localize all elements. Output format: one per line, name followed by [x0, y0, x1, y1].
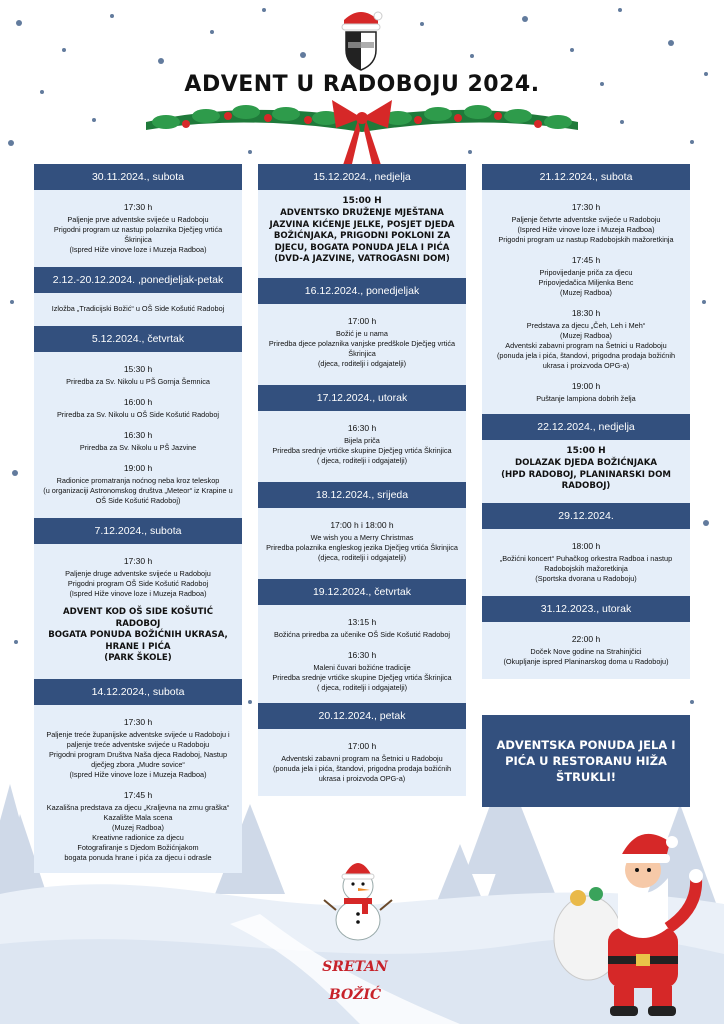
- date-header: 19.12.2024., četvrtak: [258, 579, 466, 605]
- event-time: 19:00 h: [571, 381, 601, 391]
- event-description: Adventski zabavni program na Šetnici u Radoboju (ponuda jela i pića, štandovi, prigodna prodaja božićnih ukrasa i proizvoda OPG-a): [272, 753, 452, 783]
- page-title: ADVENT U RADOBOJU 2024.: [184, 72, 540, 97]
- event-time: 17:45 h: [571, 255, 601, 265]
- event-description: Priredba za Sv. Nikolu u PŠ Gornja Šemnica: [66, 377, 210, 386]
- event-description: Paljenje četvrte adventske svijeće u Radoboju (Ispred Hiže vinove loze i Muzeja Radboa) Prigodni program uz nastup Radobojskih mažoretkinja: [498, 215, 674, 244]
- event-highlight: DOLAZAK DJEDA BOŽIĆNJAKA (HPD RADOBOJ, PLANINARSKI DOM RADOBOJ): [501, 458, 671, 491]
- event-description: Predstava za djecu „Čeh, Leh i Meh“ (Muzej Radboa) Adventski zabavni program na Šetnici u Radoboju (ponuda jela i pića, štandovi, prigodna prodaja božićnih ukrasa i proizvoda OPG-a): [496, 321, 676, 370]
- event-description: Paljenje druge adventske svijeće u Radoboju Prigodni program OŠ Side Košutić Radoboj (Ispred Hiže vinove loze i Muzeja Radboa): [65, 569, 211, 598]
- snowman-icon: [322, 852, 394, 942]
- event-block: [34, 164, 242, 873]
- event-time: 17:45 h: [123, 789, 153, 800]
- date-header: 18.12.2024., srijeda: [258, 482, 466, 508]
- event-description: Kazališna predstava za djecu „Kraljevna na zrnu graška“ Kazalište Mala scena (Muzej Radboa) Kreativne radionice za djecu Fotografiranje s Djedom Božićnjakom bogata ponuda hrane i pića za djecu i odrasle: [46, 802, 230, 862]
- date-header: 22.12.2024., nedjelja: [482, 414, 690, 440]
- event-description: Doček Nove godine na Strahinjčici (Okupljanje ispred Planinarskog doma u Radoboju): [503, 646, 669, 666]
- event-description: Pripovijedanje priča za djecu Pripovjedačica Miljenka Benc (Muzej Radboa): [538, 268, 634, 297]
- event-time: 17:30 h: [571, 202, 601, 212]
- event-description: Božić je u nama Priredba djece polaznika vanjske predškole Dječjeg vrtića Škrinjica (djeca, roditelji i odgajatelji): [268, 328, 456, 368]
- event-time: 16:30 h: [347, 649, 377, 660]
- event-time: 22:00 h: [571, 633, 601, 644]
- column-3: [482, 164, 690, 679]
- event-time: 16:00 h: [123, 397, 153, 407]
- restaurant-offer-box: ADVENTSKA PONUDA JELA I PIĆA U RESTORANU HIŽA ŠTRUKLI!: [482, 715, 690, 807]
- header: [0, 0, 724, 170]
- date-header: 16.12.2024., ponedjeljak: [258, 278, 466, 304]
- greeting-line-1: SRETAN: [322, 959, 388, 975]
- date-header: 2.12.-20.12.2024. ,ponedjeljak-petak: [34, 267, 242, 293]
- date-header: 20.12.2024., petak: [258, 703, 466, 729]
- event-time: 17:30 h: [123, 202, 153, 212]
- event-description: Priredba za Sv. Nikolu u OŠ Side Košutić Radoboj: [56, 410, 220, 419]
- column-2: [258, 164, 466, 796]
- event-description: Priredba za Sv. Nikolu u PŠ Jazvine: [79, 443, 197, 452]
- greeting-line-2: BOŽIĆ: [328, 987, 382, 1003]
- event-block: [258, 164, 466, 796]
- event-description: Radionice promatranja noćnog neba kroz teleskop (u organizaciji Astronomskog društva „Meteor“ iz Krapine u OŠ Side Košutić Radoboj): [43, 476, 233, 505]
- garland-icon: [146, 94, 578, 174]
- event-time: 18:30 h: [571, 308, 601, 318]
- date-header: 29.12.2024.: [482, 503, 690, 529]
- event-time: 19:00 h: [123, 463, 153, 473]
- event-time: 17:00 h i 18:00 h: [330, 519, 394, 530]
- event-time: 15:00 H: [566, 446, 606, 456]
- event-description: Paljenje prve adventske svijeće u Radoboju Prigodni program uz nastup polaznika Dječjeg vrtića Škrinjica (Ispred Hiže vinove loze i Muzeja Radboa): [53, 215, 223, 254]
- date-header: 31.12.2023., utorak: [482, 596, 690, 622]
- event-description: „Božićni koncert“ Puhačkog orkestra Radboa i nastup Radobojskih mažoretkinja (Sportska dvorana u Radoboju): [499, 553, 673, 583]
- event-description: Bijela priča Priredba srednje vrtićke skupine Dječjeg vrtića Škrinjica ( djeca, roditelji i odgajatelji): [272, 435, 452, 465]
- event-description: Božićna priredba za učenike OŠ Side Košutić Radoboj: [273, 629, 451, 639]
- event-description: Puštanje lampiona dobrih želja: [536, 394, 636, 403]
- date-header: 30.11.2024., subota: [34, 164, 242, 190]
- date-header: 17.12.2024., utorak: [258, 385, 466, 411]
- event-description: Maleni čuvari božićne tradicije Priredba srednje vrtićke skupine Dječjeg vrtića Škrinjica ( djeca, roditelji i odgajatelji): [272, 662, 452, 692]
- column-1: [34, 164, 242, 873]
- event-highlight: ADVENT KOD OŠ SIDE KOŠUTIĆ RADOBOJ BOGATA PONUDA BOŽIĆNIH UKRASA, HRANE I PIĆA (PARK ŠKOLE): [48, 607, 228, 663]
- event-block: [482, 164, 690, 679]
- date-header: 14.12.2024., subota: [34, 679, 242, 705]
- santa-claus-icon: [548, 818, 708, 1018]
- event-time: 15:00 H: [342, 196, 382, 206]
- event-time: 18:00 h: [571, 540, 601, 551]
- event-time: 17:30 h: [123, 716, 153, 727]
- date-header: 15.12.2024., nedjelja: [258, 164, 466, 190]
- event-time: 15:30 h: [123, 364, 153, 374]
- date-header: 5.12.2024., četvrtak: [34, 326, 242, 352]
- date-header: 21.12.2024., subota: [482, 164, 690, 190]
- event-description: Izložba „Tradicijski Božić“ u OŠ Side Košutić Radoboj: [51, 304, 225, 313]
- event-time: 17:30 h: [123, 556, 153, 566]
- event-time: 16:30 h: [123, 430, 153, 440]
- event-description: Paljenje treće županijske adventske svijeće u Radoboju i paljenje treće adventske svijeće u Radoboju Prigodni program Društva Naša djeca Radoboj, Nastup dječjeg zbora „Mudre sovice“ (Ispred Hiže vinove loze i Muzeja Radboa): [46, 729, 230, 779]
- event-highlight: ADVENTSKO DRUŽENJE MJEŠTANA JAZVINA KIĆENJE JELKE, POSJET DJEDA BOŽIĆNJAKA, PRIGODNI POKLONI ZA DJECU, BOGATA PONUDA JELA I PIĆA (DVD-A JAZVINE, VATROGASNI DOM): [269, 208, 455, 264]
- bow-icon: [332, 100, 392, 168]
- coat-of-arms-icon: [338, 8, 384, 72]
- event-time: 13:15 h: [347, 616, 377, 627]
- event-description: We wish you a Merry Christmas Priredba polaznika engleskog jezika Dječjeg vrtića Škrinjica (djeca, roditelji i odgajatelji): [266, 532, 458, 562]
- event-time: 16:30 h: [347, 422, 377, 433]
- event-time: 17:00 h: [347, 315, 377, 326]
- date-header: 7.12.2024., subota: [34, 518, 242, 544]
- event-time: 17:00 h: [347, 740, 377, 751]
